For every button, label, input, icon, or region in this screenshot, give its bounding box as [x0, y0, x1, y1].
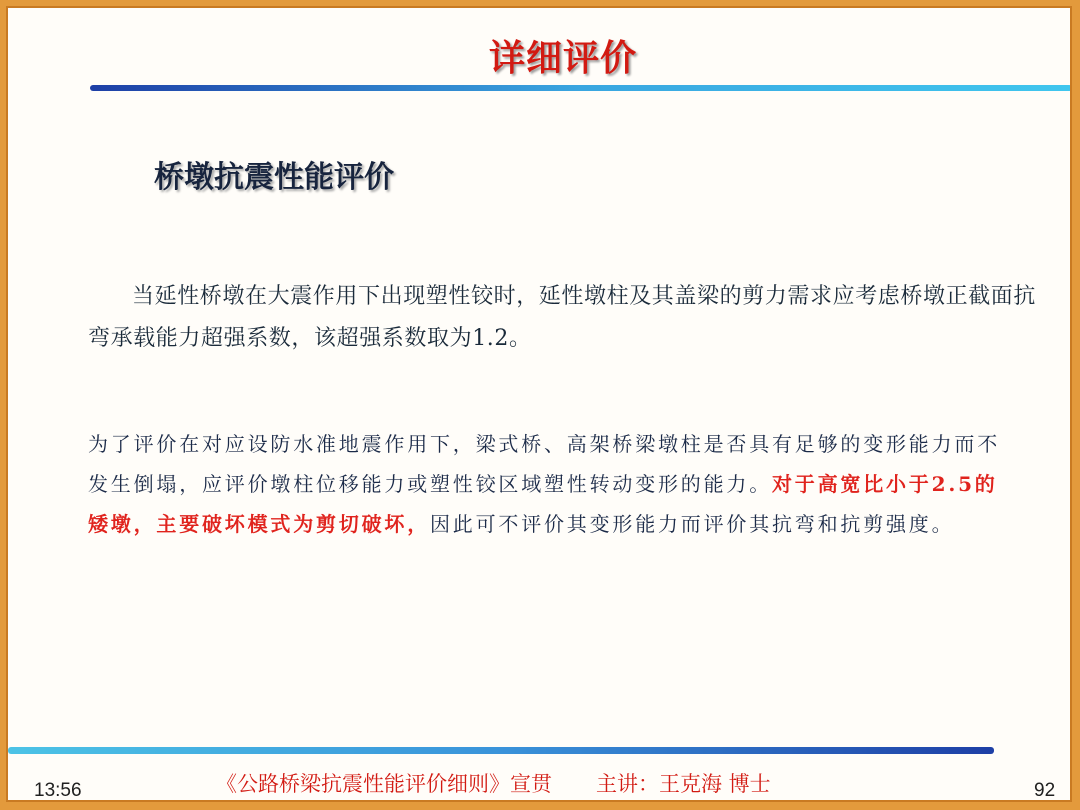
slide — [6, 6, 1072, 802]
footer-course-info — [216, 768, 771, 798]
page-number: 92 — [1034, 780, 1056, 801]
highlight-text: 对于高宽比小于2.5的矮墩，主要破坏模式为剪切破坏， — [88, 472, 998, 536]
slide-title: 详细评价 — [488, 38, 637, 79]
paragraph-text: 因此可不评价其变形能力而评价其抗弯和抗剪强度。 — [430, 512, 955, 536]
footer-time: 13:56 — [34, 780, 82, 801]
paragraph-ductile-pier: 当延性桥墩在大震作用下出现塑性铰时，延性墩柱及其盖梁的剪力需求应考虑桥墩正截面抗弯承载能力超强系数，该超强系数取为1.2。 — [88, 284, 1037, 351]
paragraph-deformation-evaluation — [88, 424, 1013, 544]
bottom-divider — [8, 747, 994, 754]
footer-course-title: 《公路桥梁抗震性能评价细则》宣贯 — [216, 772, 552, 796]
footer-speaker: 主讲：王克海 博士 — [596, 772, 771, 796]
section-heading: 桥墩抗震性能评价 — [154, 160, 394, 195]
top-divider — [90, 85, 1072, 91]
paragraph-text: 为了评价在对应设防水准地震作用下，梁式桥、高架桥梁墩柱是否具有足够的变形能力而不发生倒塌，应评价墩柱位移能力或塑性铰区域塑性转动变形的能力。 — [88, 432, 1000, 496]
